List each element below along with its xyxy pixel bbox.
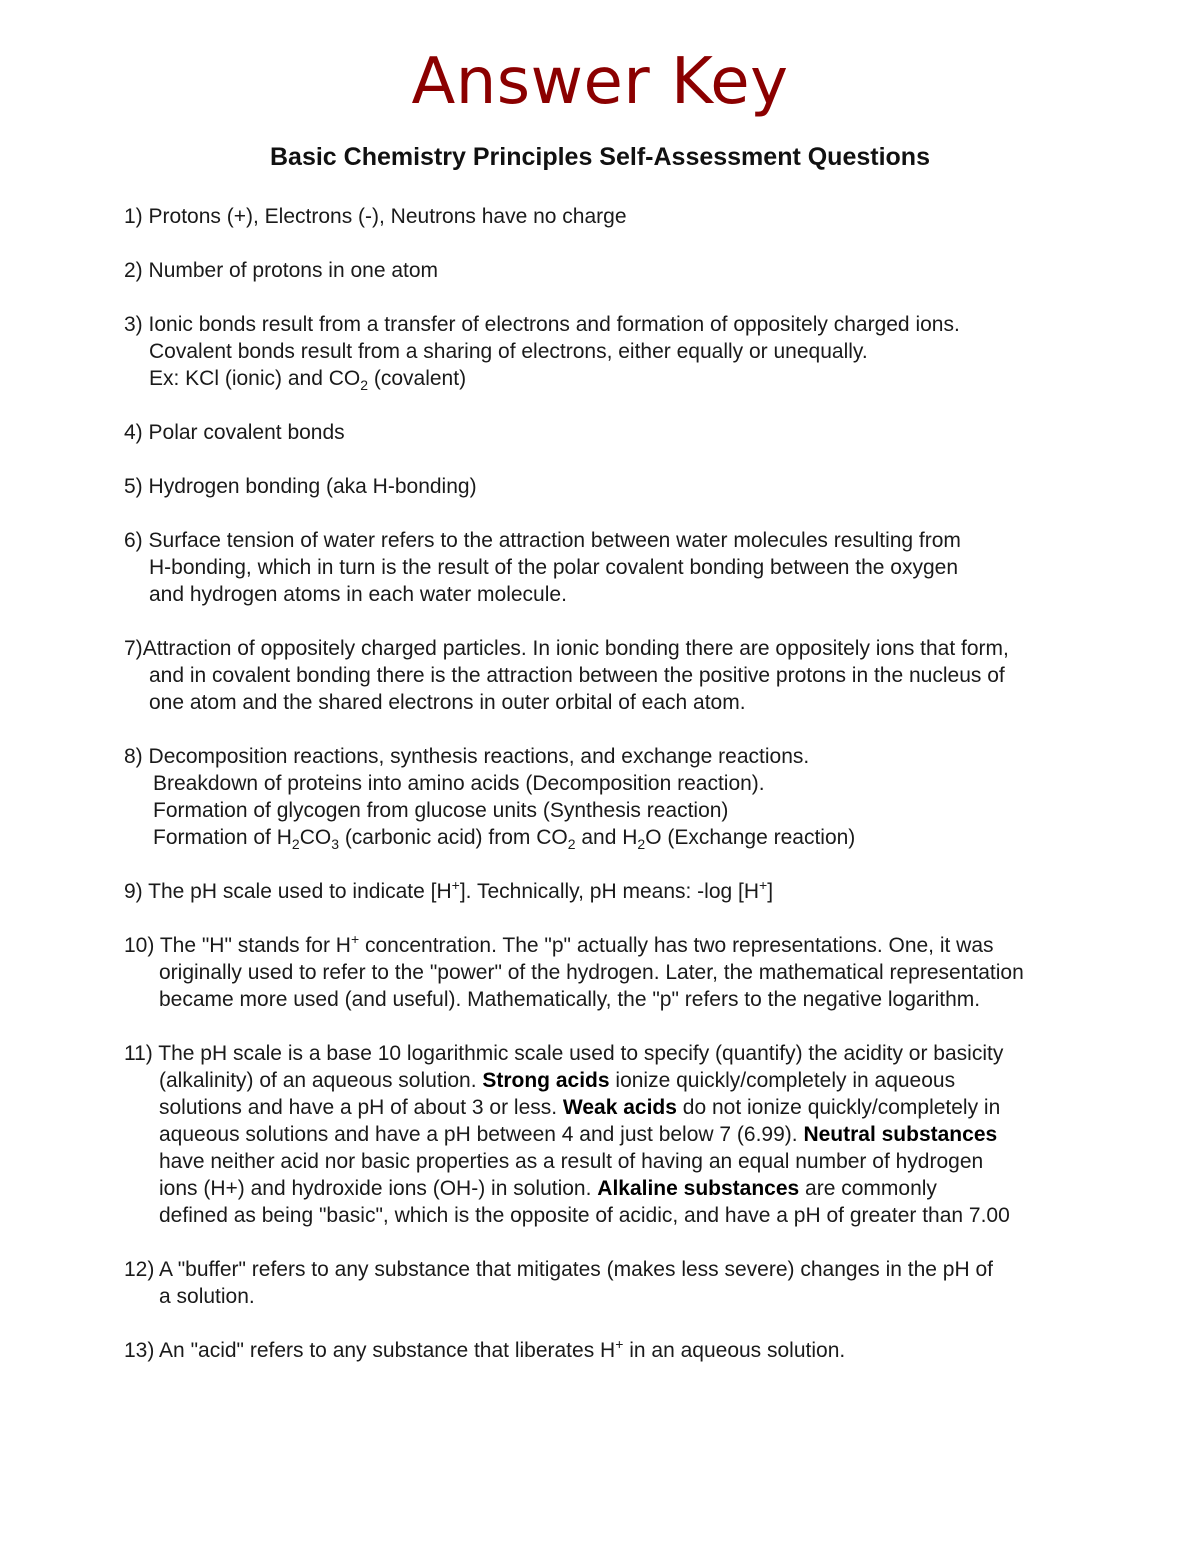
answer-text: ions (H+) and hydroxide ions (OH-) in solution. Alkaline substances are commonly [159, 1177, 937, 1200]
answer-text: one atom and the shared electrons in outer orbital of each atom. [149, 691, 746, 714]
answer-text: Attraction of oppositely charged particles. In ionic bonding there are oppositely ions that form, [142, 637, 1009, 660]
answer-number: 12) [124, 1258, 155, 1281]
term-alkaline-substances: Alkaline substances [597, 1177, 800, 1200]
term-weak-acids: Weak acids [562, 1096, 677, 1119]
answer-text: Decomposition reactions, synthesis reactions, and exchange reactions. [148, 745, 810, 768]
answer-text: Formation of glycogen from glucose units (Synthesis reaction) [153, 799, 729, 822]
answer-text: Surface tension of water refers to the attraction between water molecules resulting from [148, 529, 961, 552]
answer-number: 4) [124, 421, 143, 444]
answer-number: 1) [124, 205, 143, 228]
answer-text: An "acid" refers to any substance that liberates H+ in an aqueous solution. [159, 1336, 846, 1362]
answer-number: 9) [124, 880, 143, 903]
answer-7 [124, 635, 1154, 716]
answer-number: 10) [124, 934, 155, 957]
answer-text: Ex: KCl (ionic) and $CO_2$ (covalent) [149, 367, 467, 394]
answer-text: aqueous solutions and have a pH between 4 and just below 7 (6.99). Neutral substances [159, 1123, 998, 1146]
answer-number: 6) [124, 529, 143, 552]
term-neutral-substances: Neutral substances [803, 1123, 998, 1146]
answer-text: The pH scale is a base 10 logarithmic scale used to specify (quantify) the acidity or basicity [158, 1042, 1004, 1065]
answer-5 [124, 473, 1154, 500]
answer-3 [124, 311, 1154, 392]
answer-text: Hydrogen bonding (aka H-bonding) [148, 475, 477, 498]
answer-text: H-bonding, which in turn is the result of the polar covalent bonding between the oxygen [149, 556, 959, 579]
answer-number: 3) [124, 313, 143, 336]
answer-text: a solution. [159, 1285, 255, 1308]
answer-text: Number of protons in one atom [148, 259, 439, 282]
answer-text: solutions and have a pH of about 3 or less. Weak acids do not ionize quickly/completely in [159, 1096, 1001, 1119]
answer-9 [124, 878, 1154, 905]
answer-text: Covalent bonds result from a sharing of electrons, either equally or unequally. [149, 340, 868, 363]
answer-text: Polar covalent bonds [148, 421, 345, 444]
answer-list [124, 203, 1154, 1391]
answer-text: The pH scale used to indicate [H+]. Technically, pH means: -log [H+] [148, 877, 774, 903]
answer-1 [124, 203, 1154, 230]
answer-11 [124, 1040, 1154, 1229]
answer-text: Formation of $H_2CO_3$ (carbonic acid) from $CO_2$ and $H_2O$ (Exchange reaction) [153, 826, 856, 853]
answer-text: (alkalinity) of an aqueous solution. Strong acids ionize quickly/completely in aqueous [159, 1069, 956, 1092]
answer-6 [124, 527, 1154, 608]
answer-text: have neither acid nor basic properties as a result of having an equal number of hydrogen [159, 1150, 984, 1173]
answer-number: 5) [124, 475, 143, 498]
answer-8 [124, 743, 1154, 851]
page-title: Answer Key [411, 45, 789, 119]
answer-text: and in covalent bonding there is the attraction between the positive protons in the nucleus of [149, 664, 1005, 687]
answer-text: Protons (+), Electrons (-), Neutrons have no charge [148, 205, 627, 228]
answer-number: 11) [124, 1042, 153, 1065]
answer-text: defined as being "basic", which is the opposite of acidic, and have a pH of greater than 7.00 [159, 1204, 1010, 1227]
answer-text: A "buffer" refers to any substance that mitigates (makes less severe) changes in the pH of [159, 1258, 993, 1281]
answer-text: became more used (and useful). Mathematically, the "p" refers to the negative logarithm. [159, 988, 981, 1011]
answer-10 [124, 932, 1154, 1013]
answer-number: 13) [124, 1339, 155, 1362]
answer-number: 8) [124, 745, 143, 768]
term-strong-acids: Strong acids [482, 1069, 610, 1092]
answer-text: Ionic bonds result from a transfer of electrons and formation of oppositely charged ions. [148, 313, 960, 336]
answer-number: 2) [124, 259, 143, 282]
answer-text: originally used to refer to the "power" of the hydrogen. Later, the mathematical representation [159, 961, 1024, 984]
answer-13 [124, 1337, 1154, 1364]
answer-4 [124, 419, 1154, 446]
answer-number: 7) [124, 637, 143, 660]
answer-2 [124, 257, 1154, 284]
answer-text: The "H" stands for H+ concentration. The "p" actually has two representations. One, it was [159, 931, 994, 957]
answer-text: Breakdown of proteins into amino acids (Decomposition reaction). [153, 772, 765, 795]
answer-12 [124, 1256, 1154, 1310]
document-subtitle: Basic Chemistry Principles Self-Assessment Questions [270, 143, 930, 171]
answer-text: and hydrogen atoms in each water molecule. [149, 583, 567, 606]
